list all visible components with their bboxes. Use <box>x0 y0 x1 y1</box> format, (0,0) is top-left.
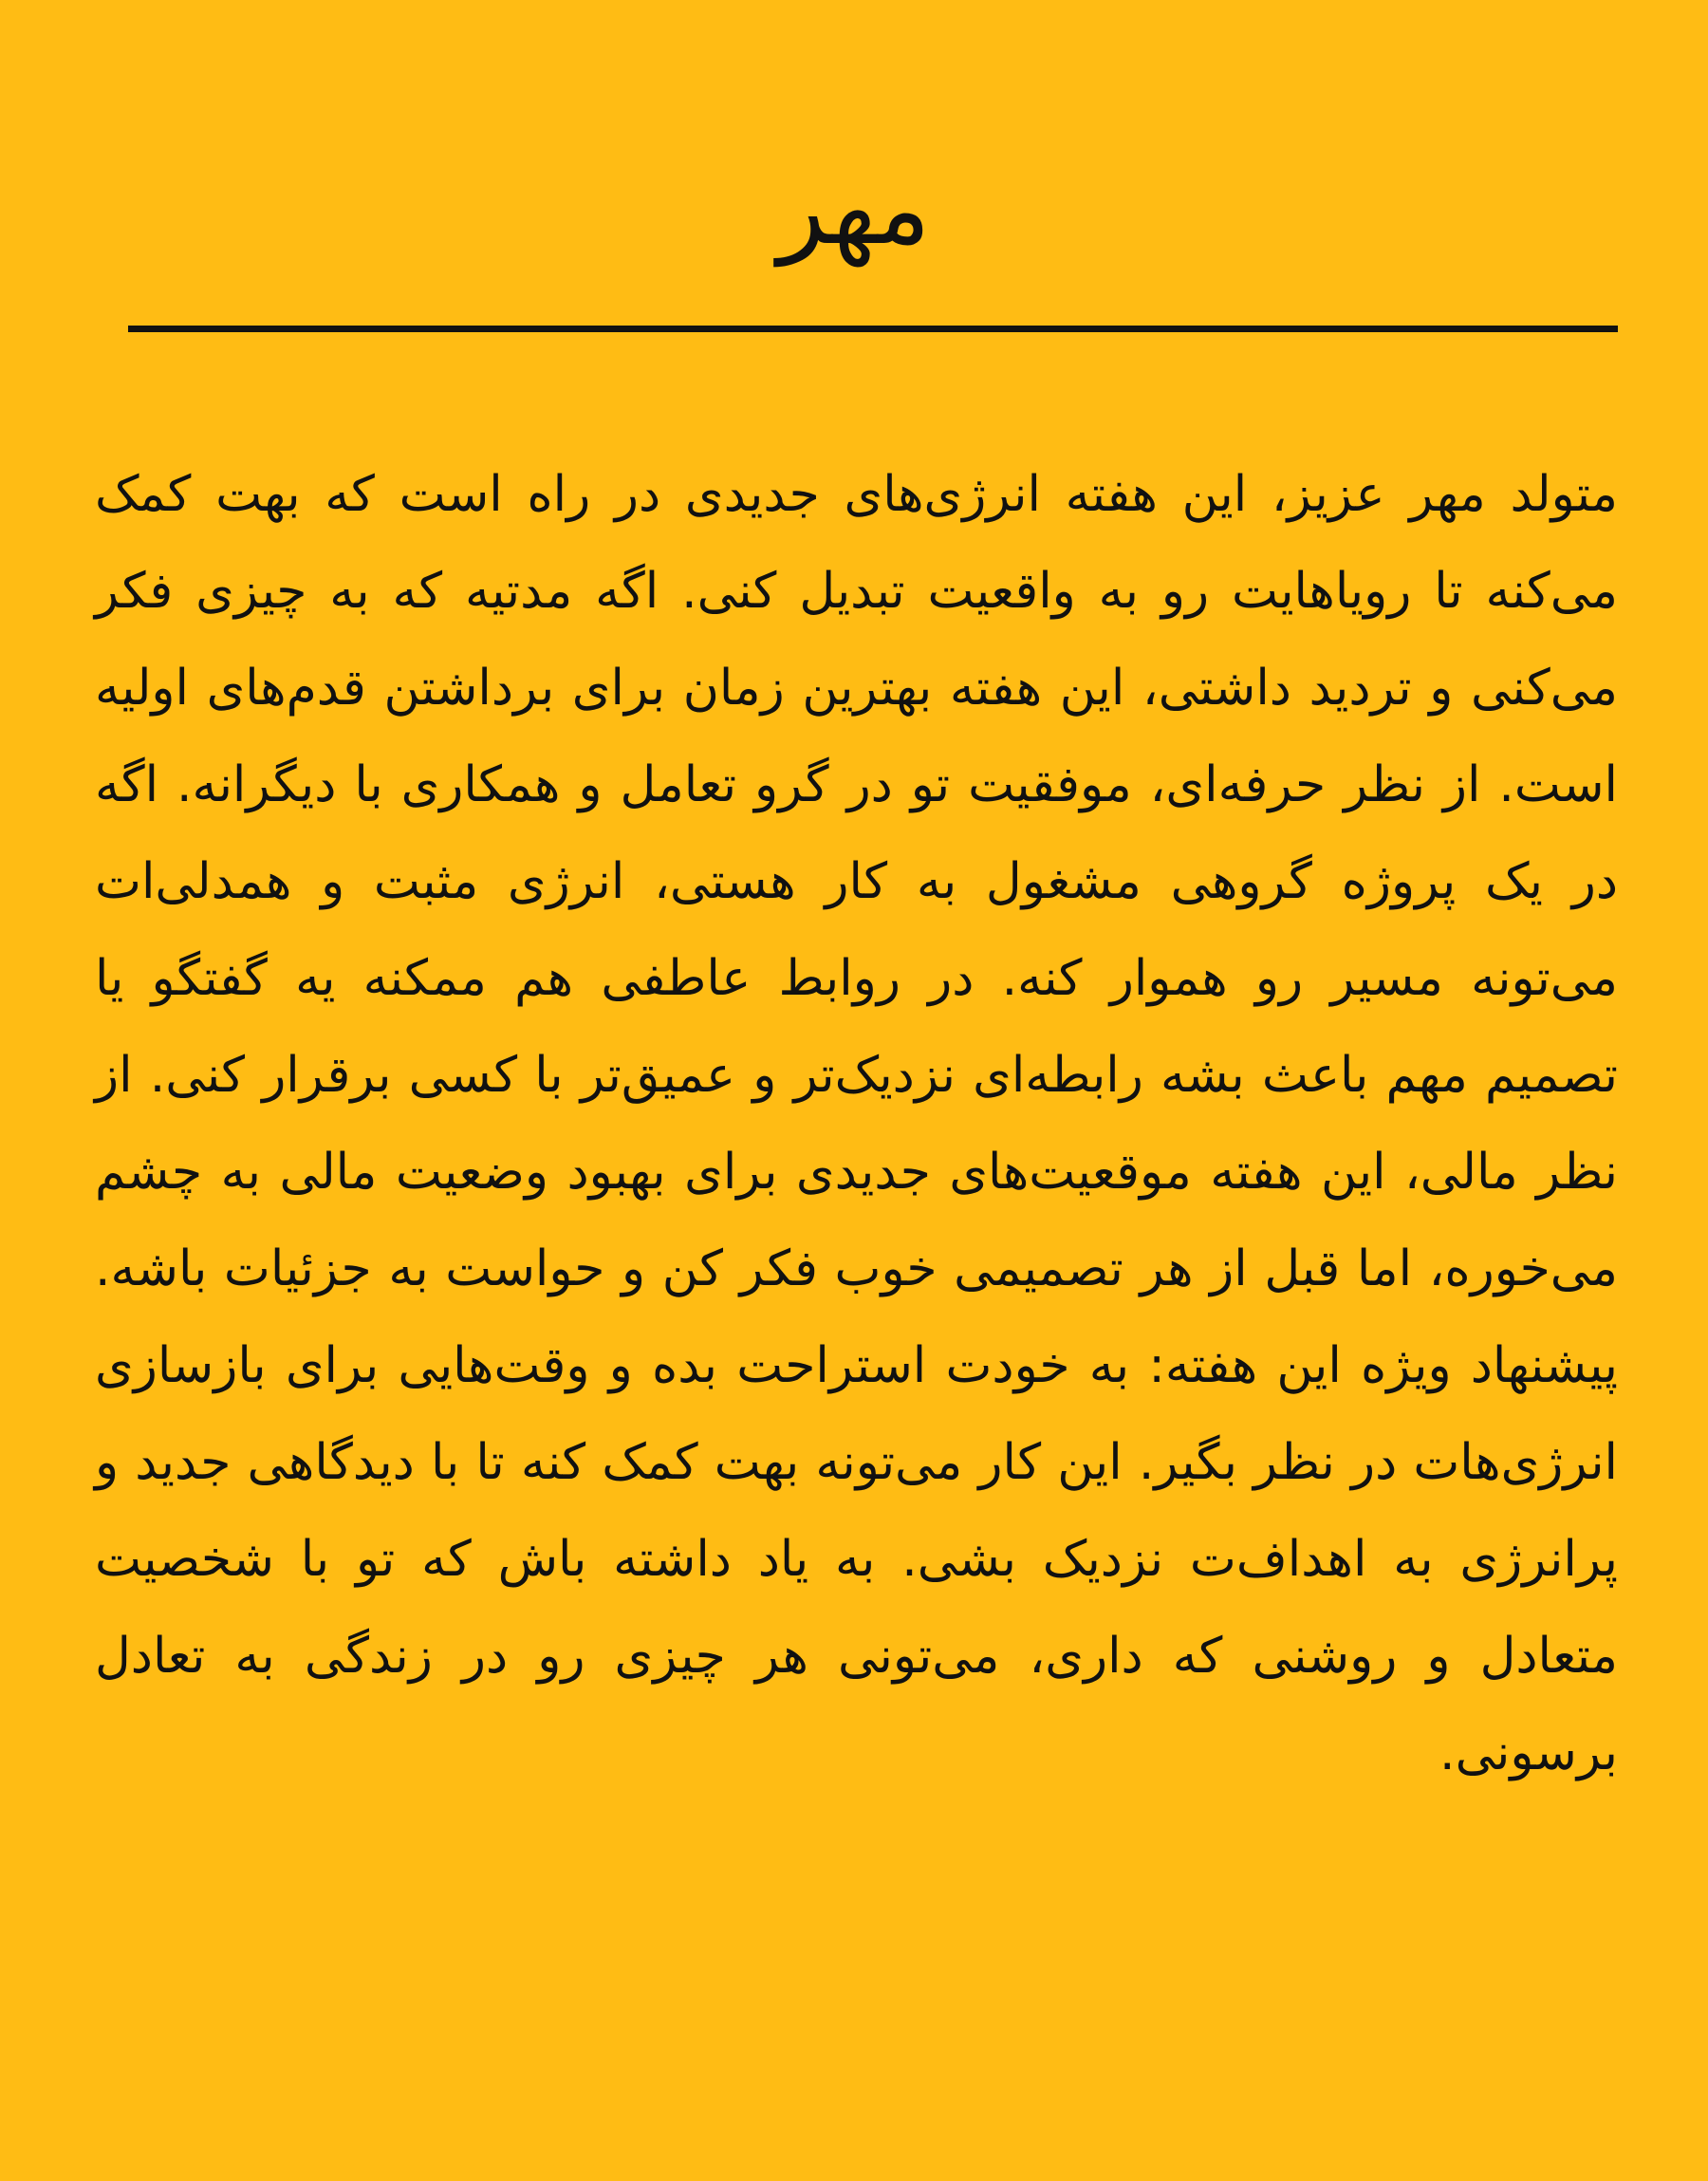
horoscope-body-text: متولد مهر عزیز، این هفته انرژی‌های جدیدی در راه است که بهت کمک می‌کنه تا رویاهایت رو به واقعیت تبدیل کنی. اگه مدتیه که به چیزی فکر می‌کنی و تردید داشتی، این هفته بهترین زمان برای برداشتن قدم‌های اولیه است. از نظر حرفه‌ای، موفقیت تو در گرو تعامل و همکاری با دیگرانه. اگه در یک پروژه گروهی مشغول به کار هستی، انرژی مثبت و همدلی‌ات می‌تونه مسیر رو هموار کنه. در روابط عاطفی هم ممکنه یه گفتگو یا تصمیم مهم باعث بشه رابطه‌ای نزدیک‌تر و عمیق‌تر با کسی برقرار کنی. از نظر مالی، این هفته موقعیت‌های جدیدی برای بهبود وضعیت مالی به چشم می‌خوره، اما قبل از هر تصمیمی خوب فکر کن و حواست به جزئیات باشه. پیشنهاد ویژه این هفته: به خودت استراحت بده و وقت‌هایی برای بازسازی انرژی‌هات در نظر بگیر. این کار می‌تونه بهت کمک کنه تا با دیدگاهی جدید و پرانرژی به اهداف‌ت نزدیک بشی. به یاد داشته باش که تو با شخصیت متعادل و روشنی که داری، می‌تونی هر چیزی رو در زندگی به تعادل برسونی. <box>95 466 1618 1781</box>
page-title: مهر <box>777 151 931 267</box>
title-divider <box>128 326 1618 332</box>
